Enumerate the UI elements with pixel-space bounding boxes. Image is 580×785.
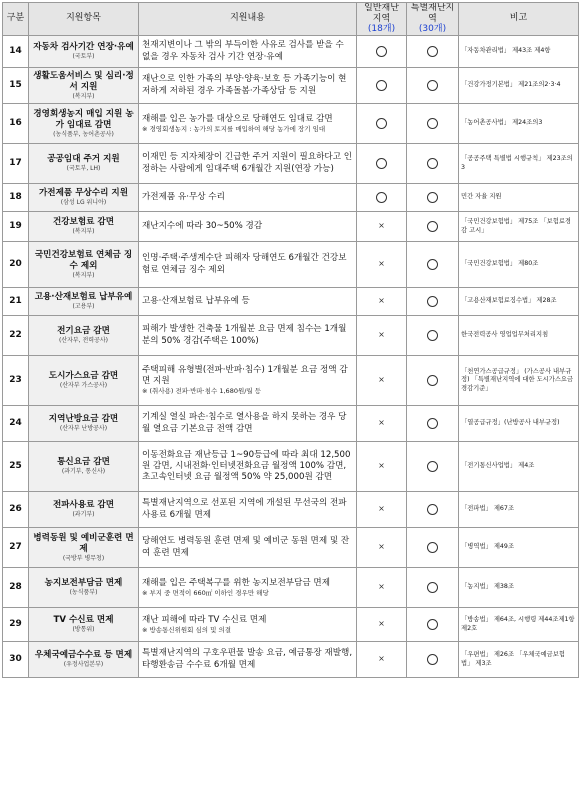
table-header-row <box>3 3 579 36</box>
support-content <box>139 242 357 288</box>
general-area-mark <box>357 406 407 442</box>
support-item-agency: (방통위) <box>72 626 95 634</box>
table-row <box>3 356 579 406</box>
table-row <box>3 184 579 212</box>
support-item-name: 경영회생농지 매입 지원 농가 임대료 감면 <box>33 108 134 130</box>
header-item: 지원항목 <box>29 3 139 36</box>
support-item <box>29 242 139 288</box>
row-number: 27 <box>3 528 29 568</box>
general-area-mark <box>357 316 407 356</box>
circle-general-mark-icon <box>376 192 387 203</box>
circle-special-mark-icon <box>427 330 438 341</box>
circle-special-mark-icon <box>427 296 438 307</box>
header-no: 구분 <box>3 3 29 36</box>
table-row <box>3 104 579 144</box>
support-content <box>139 36 357 68</box>
cross-general-mark-icon: × <box>378 296 385 306</box>
support-item-agency: (복지부) <box>72 272 95 280</box>
header-special-label: 특별재난지역 <box>410 3 455 24</box>
cross-general-mark-icon: × <box>378 461 385 471</box>
support-item-name: 지역난방요금 감면 <box>48 414 119 425</box>
support-item-name: 생활도움서비스 및 심리·정서 지원 <box>33 70 134 92</box>
circle-special-mark-icon <box>427 504 438 515</box>
general-area-mark <box>357 212 407 242</box>
circle-special-mark-icon <box>427 259 438 270</box>
cross-general-mark-icon: × <box>378 582 385 592</box>
support-item-agency: (국토부) <box>72 53 95 61</box>
general-area-mark <box>357 528 407 568</box>
general-area-mark <box>357 608 407 642</box>
remark: 한국전력공사 영업업무처리지침 <box>459 316 579 356</box>
row-number: 29 <box>3 608 29 642</box>
remark: 「고용산재보험료징수법」 제28조 <box>459 288 579 316</box>
header-general-label: 일반재난지역 <box>364 3 399 24</box>
support-item-name: 농지보전부담금 면제 <box>44 578 123 589</box>
support-content <box>139 184 357 212</box>
support-content-text: 당해연도 병력동원 훈련 면제 및 예비군 동원 면제 및 잔여 훈련 면제 <box>142 536 350 558</box>
table-row <box>3 144 579 184</box>
circle-general-mark-icon <box>376 46 387 57</box>
support-item <box>29 568 139 608</box>
support-table <box>2 2 579 678</box>
circle-special-mark-icon <box>427 158 438 169</box>
remark: 「자동차관리법」 제43조 제4항 <box>459 36 579 68</box>
support-item-agency: (국방부 병무청) <box>62 555 105 563</box>
support-content <box>139 568 357 608</box>
support-content-text: 재난 피해에 따라 TV 수신료 면제 <box>142 614 267 625</box>
support-content <box>139 442 357 492</box>
row-number: 16 <box>3 104 29 144</box>
support-item <box>29 36 139 68</box>
special-area-mark <box>407 492 459 528</box>
support-item-agency: (과기부, 통신사) <box>61 468 106 476</box>
general-area-mark <box>357 68 407 104</box>
cross-general-mark-icon: × <box>378 418 385 428</box>
support-item <box>29 212 139 242</box>
cross-general-mark-icon: × <box>378 259 385 269</box>
remark: 「공공주택 특별법 시행규칙」 제23조의3 <box>459 144 579 184</box>
special-area-mark <box>407 568 459 608</box>
table-row <box>3 288 579 316</box>
row-number: 14 <box>3 36 29 68</box>
support-item-name: 전파사용료 감면 <box>52 500 115 511</box>
special-area-mark <box>407 184 459 212</box>
special-area-mark <box>407 104 459 144</box>
header-special <box>407 3 459 36</box>
support-item-agency: (복지부) <box>72 93 95 101</box>
special-area-mark <box>407 288 459 316</box>
support-content <box>139 608 357 642</box>
support-item-name: 건강보험료 감면 <box>52 217 115 228</box>
row-number: 25 <box>3 442 29 492</box>
support-item-name: 우체국예금수수료 등 면제 <box>34 650 133 661</box>
circle-general-mark-icon <box>376 158 387 169</box>
table-row <box>3 492 579 528</box>
support-item <box>29 442 139 492</box>
support-item-agency: (우정사업본부) <box>63 661 104 669</box>
support-content-text: 이재민 등 지자체장이 긴급한 주거 지원이 필요하다고 인정하는 사람에게 임대주택 6개월간 지원(연장 가능) <box>142 152 353 174</box>
row-number: 17 <box>3 144 29 184</box>
remark: 「농어촌공사법」 제24조의3 <box>459 104 579 144</box>
support-item-agency: (과기부) <box>72 511 95 519</box>
support-item-agency: (삼성 LG 위니아) <box>60 199 107 207</box>
support-item-name: 공공임대 주거 지원 <box>47 154 120 165</box>
support-item-agency: (복지부) <box>72 228 95 236</box>
remark: 「건강가정기본법」 제21조의2·3·4 <box>459 68 579 104</box>
general-area-mark <box>357 288 407 316</box>
support-content <box>139 288 357 316</box>
support-content-text: 기계실 열실 파손·침수로 열사용을 하지 못하는 경우 당월 열요금 기본요금 전액 감면 <box>142 412 347 434</box>
circle-special-mark-icon <box>427 375 438 386</box>
support-item-agency: (고용부) <box>72 303 95 311</box>
row-number: 15 <box>3 68 29 104</box>
special-area-mark <box>407 642 459 678</box>
row-number: 18 <box>3 184 29 212</box>
row-number: 26 <box>3 492 29 528</box>
special-area-mark <box>407 316 459 356</box>
support-item <box>29 184 139 212</box>
support-content-text: 천재지변이나 그 밖의 부득이한 사유로 검사를 받을 수 없을 경우 자동차 검사 기간 연장·유예 <box>142 40 344 62</box>
general-area-mark <box>357 242 407 288</box>
support-content <box>139 68 357 104</box>
support-item-name: 국민건강보험료 연체금 징수 제외 <box>34 249 133 271</box>
support-item-name: 고용·산재보험료 납부유예 <box>34 292 133 303</box>
table-row <box>3 442 579 492</box>
remark: 「천연가스공급규정」 (가스공사 내부규정) 「특별재난지역에 대한 도시가스요금 경감기준」 <box>459 356 579 406</box>
general-area-mark <box>357 36 407 68</box>
general-area-mark <box>357 442 407 492</box>
support-item-name: TV 수신료 면제 <box>53 615 114 626</box>
circle-special-mark-icon <box>427 118 438 129</box>
support-item-agency: (국토부, LH) <box>66 165 101 173</box>
support-item <box>29 492 139 528</box>
support-item <box>29 68 139 104</box>
cross-general-mark-icon: × <box>378 504 385 514</box>
general-area-mark <box>357 184 407 212</box>
special-area-mark <box>407 242 459 288</box>
table-row <box>3 608 579 642</box>
special-area-mark <box>407 212 459 242</box>
circle-special-mark-icon <box>427 80 438 91</box>
support-content <box>139 642 357 678</box>
remark: 민간 자율 지원 <box>459 184 579 212</box>
table-row <box>3 528 579 568</box>
support-item <box>29 104 139 144</box>
row-number: 24 <box>3 406 29 442</box>
remark: 「병역법」 제49조 <box>459 528 579 568</box>
general-area-mark <box>357 356 407 406</box>
remark: 「열공급규정」(난방공사 내부규정) <box>459 406 579 442</box>
support-content-note: ※ 부지 중 면적이 660㎡ 이하인 경우만 해당 <box>142 588 269 597</box>
row-number: 21 <box>3 288 29 316</box>
circle-special-mark-icon <box>427 582 438 593</box>
header-general <box>357 3 407 36</box>
support-item-agency: (농식품부, 농어촌공사) <box>53 131 114 139</box>
table-row <box>3 406 579 442</box>
header-general-count: (18개) <box>367 24 396 35</box>
special-area-mark <box>407 528 459 568</box>
support-item-agency: (산자부, 전력공사) <box>58 337 109 345</box>
support-item <box>29 356 139 406</box>
cross-general-mark-icon: × <box>378 542 385 552</box>
support-content <box>139 492 357 528</box>
support-content-text: 특별재난지역으로 선포된 지역에 개설된 무선국의 전파사용료 6개월 면제 <box>142 498 347 520</box>
row-number: 23 <box>3 356 29 406</box>
table-body <box>3 36 579 678</box>
circle-special-mark-icon <box>427 654 438 665</box>
support-content <box>139 356 357 406</box>
general-area-mark <box>357 642 407 678</box>
special-area-mark <box>407 608 459 642</box>
support-content <box>139 316 357 356</box>
header-remark: 비고 <box>459 3 579 36</box>
support-content <box>139 528 357 568</box>
remark: 「국민건강보험법」 제75조 「보험료경감 고시」 <box>459 212 579 242</box>
support-content-text: 가전제품 유·무상 수리 <box>142 191 225 202</box>
support-content-text: 인명·주택·주생계수단 피해자 당해연도 6개월간 건강보험료 연체금 징수 제외 <box>142 253 347 275</box>
circle-special-mark-icon <box>427 46 438 57</box>
support-content-text: 특별재난지역의 구호우편물 발송 요금, 예금통장 재발행, 타행환송금 수수료 6개월 면제 <box>142 648 353 670</box>
remark: 「국민건강보험법」 제80조 <box>459 242 579 288</box>
special-area-mark <box>407 406 459 442</box>
support-content-note: ※ 방송통신위원회 심의 및 의결 <box>142 625 232 634</box>
circle-special-mark-icon <box>427 619 438 630</box>
general-area-mark <box>357 568 407 608</box>
general-area-mark <box>357 104 407 144</box>
remark: 「전기통신사업법」 제4조 <box>459 442 579 492</box>
cross-general-mark-icon: × <box>378 619 385 629</box>
row-number: 28 <box>3 568 29 608</box>
remark: 「방송법」 제64조, 시행령 제44조제1항제2호 <box>459 608 579 642</box>
table-row <box>3 212 579 242</box>
special-area-mark <box>407 144 459 184</box>
header-special-count: (30개) <box>418 24 447 35</box>
remark: 「농지법」 제38조 <box>459 568 579 608</box>
cross-general-mark-icon: × <box>378 654 385 664</box>
support-item-name: 자동차 검사기간 연장·유예 <box>33 42 134 53</box>
support-item <box>29 144 139 184</box>
remark: 「우편법」 제26조 「우체국예금보험법」 제3조 <box>459 642 579 678</box>
support-content <box>139 406 357 442</box>
support-item <box>29 608 139 642</box>
general-area-mark <box>357 144 407 184</box>
cross-general-mark-icon: × <box>378 221 385 231</box>
support-item-agency: (산자부 가스공사) <box>59 382 108 390</box>
row-number: 30 <box>3 642 29 678</box>
support-content-text: 주택피해 유형별(전파·반파·침수) 1개월분 요금 정액 감면 지원 <box>142 365 348 387</box>
support-content-text: 고용·산재보험료 납부유예 등 <box>142 295 250 306</box>
support-content <box>139 212 357 242</box>
general-area-mark <box>357 492 407 528</box>
circle-special-mark-icon <box>427 418 438 429</box>
support-content-text: 재해를 입은 농가를 대상으로 당해연도 임대료 감면 <box>142 113 333 124</box>
remark: 「전파법」 제67조 <box>459 492 579 528</box>
support-item-name: 전기요금 감면 <box>57 326 110 337</box>
table-row <box>3 316 579 356</box>
circle-special-mark-icon <box>427 192 438 203</box>
support-item <box>29 528 139 568</box>
support-item <box>29 642 139 678</box>
support-item-name: 병력동원 및 예비군훈련 면제 <box>33 532 134 554</box>
row-number: 19 <box>3 212 29 242</box>
support-item-name: 가전제품 무상수리 지원 <box>39 188 128 199</box>
cross-general-mark-icon: × <box>378 330 385 340</box>
support-content <box>139 104 357 144</box>
circle-general-mark-icon <box>376 80 387 91</box>
support-item-name: 도시가스요금 감면 <box>48 371 119 382</box>
support-content-text: 이동전화요금 재난등급 1~90등급에 따라 최대 12,500원 감면, 시내전화·인터넷전화요금 월정액 100% 감면, 초고속인터넷 요금 월정액 50% 약 25,000원 감면 <box>142 449 351 483</box>
table-row <box>3 242 579 288</box>
special-area-mark <box>407 442 459 492</box>
table-row <box>3 642 579 678</box>
special-area-mark <box>407 356 459 406</box>
row-number: 22 <box>3 316 29 356</box>
special-area-mark <box>407 68 459 104</box>
circle-special-mark-icon <box>427 542 438 553</box>
circle-general-mark-icon <box>376 118 387 129</box>
support-item <box>29 288 139 316</box>
support-item-agency: (농식품부) <box>69 589 98 597</box>
circle-special-mark-icon <box>427 221 438 232</box>
support-content-text: 피해가 발생한 건축물 1개월분 요금 면제 침수는 1개월분의 50% 경감(주택은 100%) <box>142 324 347 346</box>
header-content: 지원내용 <box>139 3 357 36</box>
support-content-note: ※ 경영회생농지 : 농가의 토지를 매입하여 해당 농가에 장기 임대 <box>142 124 326 133</box>
support-content-text: 재난으로 인한 가족의 부양·양육·보호 등 가족기능이 현저하게 저하된 경우 가족돌봄·가족상담 등 지원 <box>142 74 347 96</box>
support-item <box>29 316 139 356</box>
support-item <box>29 406 139 442</box>
support-content-note: ※ (취사용) 전파·반파·침수 1,680원/월 등 <box>142 387 262 396</box>
cross-general-mark-icon: × <box>378 375 385 385</box>
table-row <box>3 68 579 104</box>
table-row <box>3 568 579 608</box>
row-number: 20 <box>3 242 29 288</box>
support-content-text: 재난지수에 따라 30~50% 경감 <box>142 220 263 231</box>
support-item-agency: (산자부 난방공사) <box>59 425 108 433</box>
support-item-name: 통신요금 감면 <box>57 457 110 468</box>
support-content-text: 재해를 입은 주택복구를 위한 농지보전부담금 면제 <box>142 577 330 588</box>
special-area-mark <box>407 36 459 68</box>
circle-special-mark-icon <box>427 461 438 472</box>
table-row <box>3 36 579 68</box>
support-content <box>139 144 357 184</box>
